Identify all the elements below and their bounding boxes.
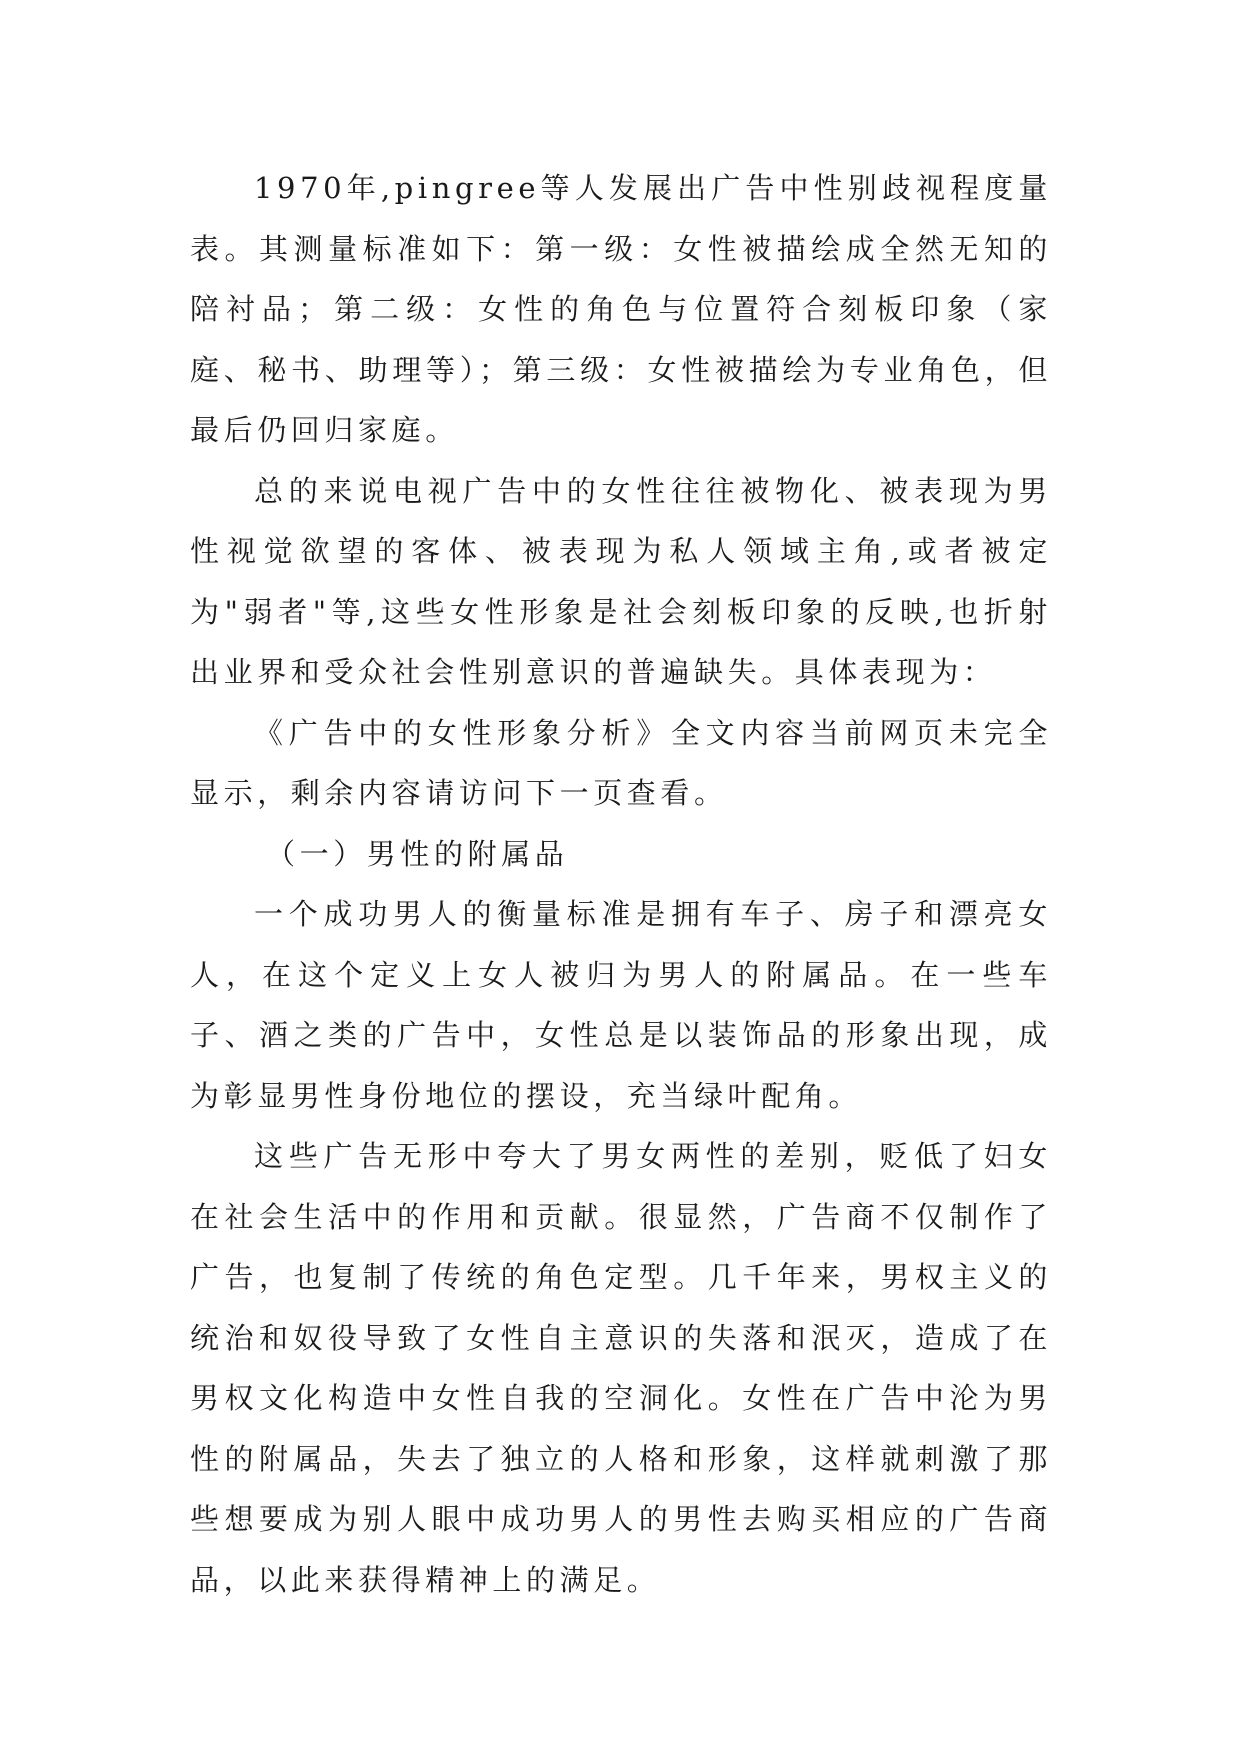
section-heading: （一）男性的附属品	[266, 836, 569, 871]
paragraph-overview: 总的来说电视广告中的女性往往被物化、被表现为男性视觉欲望的客体、被表现为私人领域主角,或者被定为"弱者"等,这些女性形象是社会刻板印象的反映,也折射出业界和受众社会性别意识的普遍缺失。具体表现为：	[190, 473, 1052, 689]
document-page	[190, 158, 1052, 1610]
paragraph-accessory-definition: 一个成功男人的衡量标准是拥有车子、房子和漂亮女人，在这个定义上女人被归为男人的附属品。在一些车子、酒之类的广告中，女性总是以装饰品的形象出现，成为彰显男性身份地位的摆设，充当绿叶配角。	[190, 897, 1052, 1113]
paragraph-continuation-notice: 《广告中的女性形象分析》全文内容当前网页未完全显示，剩余内容请访问下一页查看。	[190, 715, 1052, 810]
paragraph-accessory-analysis: 这些广告无形中夸大了男女两性的差别，贬低了妇女在社会生活中的作用和贡献。很显然，广告商不仅制作了广告，也复制了传统的角色定型。几千年来，男权主义的统治和奴役导致了女性自主意识的失落和泯灭，造成了在男权文化构造中女性自我的空洞化。女性在广告中沦为男性的附属品，失去了独立的人格和形象，这样就刺激了那些想要成为别人眼中成功男人的男性去购买相应的广告商品，以此来获得精神上的满足。	[190, 1139, 1052, 1597]
paragraph-scale-intro: 1970年,pingree等人发展出广告中性别歧视程度量表。其测量标准如下：第一级：女性被描绘成全然无知的陪衬品；第二级：女性的角色与位置符合刻板印象（家庭、秘书、助理等）；第三级：女性被描绘为专业角色，但最后仍回归家庭。	[190, 171, 1052, 447]
